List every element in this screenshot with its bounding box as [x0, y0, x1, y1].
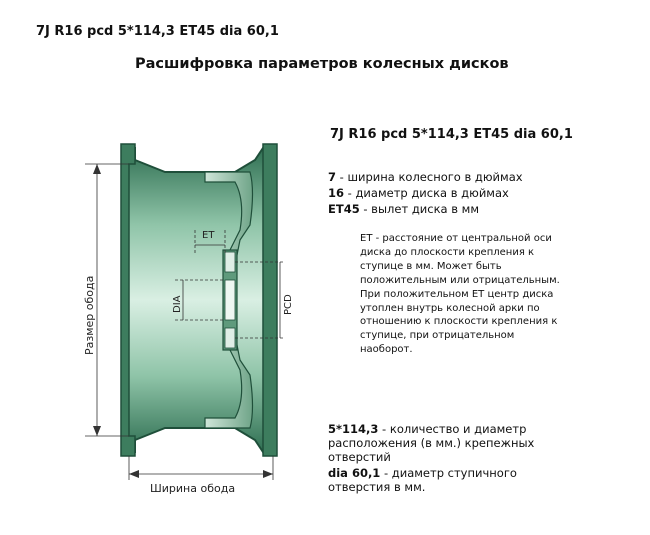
page-title: Расшифровка параметров колесных дисков: [135, 56, 509, 72]
et-description: ET - расстояние от центральной оси диска до плоскости крепления к ступице в мм. Может быть положительным или отрицательным. При положительном ET центр диска утоплен внутрь колесной арки по отношению к плоскости крепления к ступице, при отрицательном наоборот.: [360, 233, 560, 356]
pcd-label: PCD: [283, 294, 294, 315]
rim-width-arrowhead-right: [263, 470, 273, 478]
dia-label: DIA: [172, 295, 183, 313]
param-pcd-text: - количество и диаметр расположения (в мм.) крепежных отверстий: [328, 422, 535, 464]
rim-size-arrowhead-top: [93, 164, 101, 174]
param-width-text: - ширина колесного в дюймах: [336, 170, 523, 184]
param-width: [328, 170, 523, 184]
rim-size-arrowhead-bottom: [93, 426, 101, 436]
param-dia-key: dia 60,1: [328, 466, 381, 480]
param-offset-text: - вылет диска в мм: [359, 202, 479, 216]
explanation-code: 7J R16 pcd 5*114,3 ET45 dia 60,1: [330, 127, 573, 142]
et-label: ET: [202, 230, 215, 241]
param-width-key: 7: [328, 170, 337, 184]
right-flange: [263, 144, 277, 456]
param-dia: [328, 466, 568, 494]
param-offset: [328, 202, 479, 216]
rim-size-label: Размер обода: [83, 275, 96, 355]
hub-bore-lower: [225, 328, 235, 348]
wheel-cross-section-diagram: [55, 130, 325, 510]
param-diameter-text: - диаметр диска в дюймах: [344, 186, 509, 200]
header-code: 7J R16 pcd 5*114,3 ET45 dia 60,1: [36, 24, 279, 39]
param-pcd-key: 5*114,3: [328, 422, 379, 436]
param-diameter-key: 16: [328, 186, 345, 200]
center-bore: [225, 280, 235, 320]
hub-bore-upper: [225, 252, 235, 272]
rim-width-arrowhead-left: [129, 470, 139, 478]
param-offset-key: ET45: [328, 202, 360, 216]
param-dia-text: - диаметр ступичного отверстия в мм.: [328, 466, 517, 494]
rim-width-label: Ширина обода: [150, 482, 236, 495]
param-diameter: [328, 186, 509, 200]
param-pcd: [328, 422, 568, 464]
